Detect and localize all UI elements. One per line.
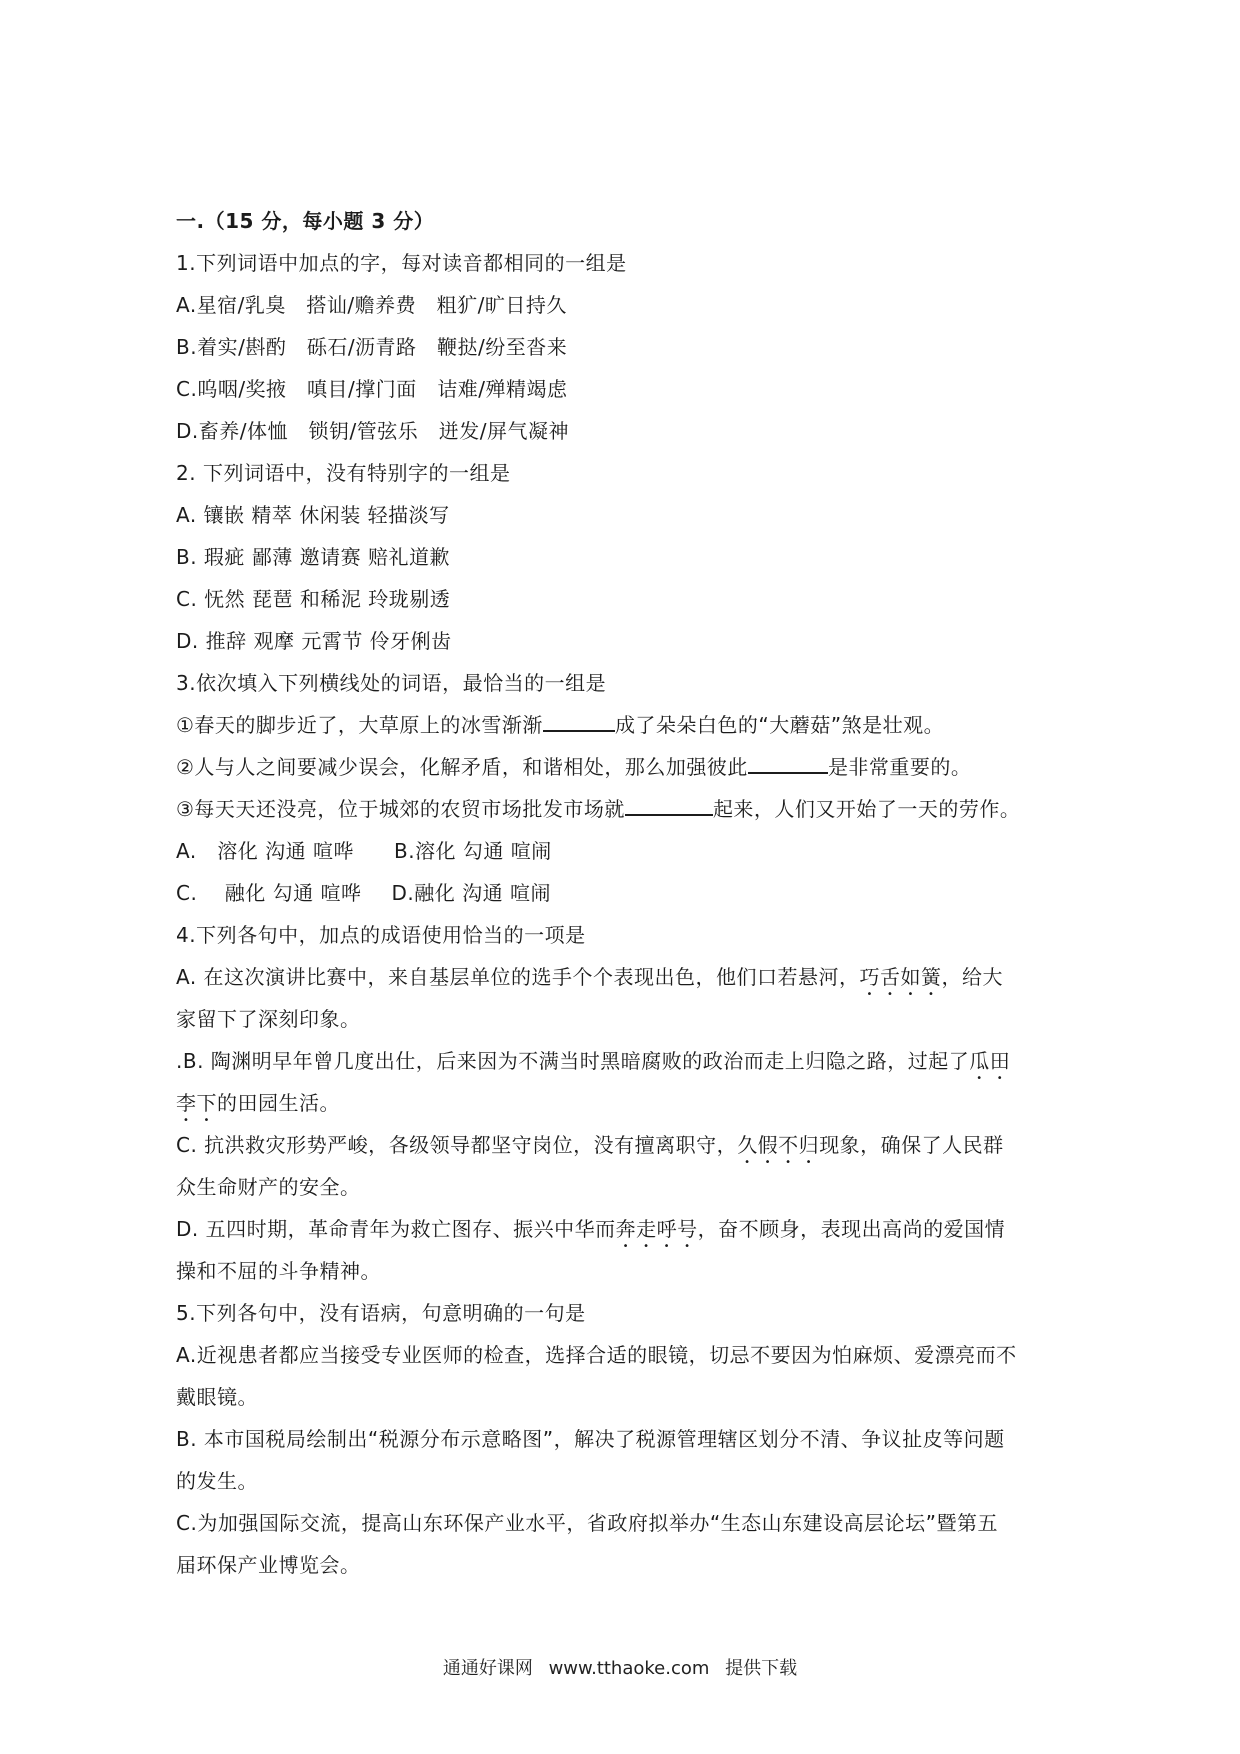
dotted-idiom: 奔走呼号 bbox=[615, 1217, 698, 1241]
q1-option-d: D.畜养/体恤 锁钥/管弦乐 迸发/屏气凝神 bbox=[176, 419, 569, 443]
q4-a-text: A. 在这次演讲比赛中，来自基层单位的选手个个表现出色，他们口若悬河， bbox=[176, 965, 860, 989]
q3-s3-after: 起来，人们又开始了一天的劳作。 bbox=[712, 797, 1021, 821]
section-heading: 一.（15 分，每小题 3 分） bbox=[176, 209, 435, 233]
q4-option-a-line-2: 家留下了深刻印象。 bbox=[176, 1007, 361, 1031]
q3-sentence-3 bbox=[176, 788, 1076, 830]
dotted-idiom-part-1: 瓜田 bbox=[969, 1049, 1011, 1073]
q4-option-d-line-1 bbox=[176, 1208, 1076, 1250]
q3-s2-after: 是非常重要的。 bbox=[827, 755, 972, 779]
q3-sentence-1 bbox=[176, 704, 1076, 746]
q5-option-c-line-1: C.为加强国际交流，提高山东环保产业水平，省政府拟举办“生态山东建设高层论坛”暨第五 bbox=[176, 1511, 999, 1535]
q2-stem: 2. 下列词语中，没有特别字的一组是 bbox=[176, 461, 511, 485]
q3-option-b: B.溶化 勾通 喧闹 bbox=[393, 839, 552, 863]
fill-blank-2 bbox=[748, 752, 828, 774]
q5-option-b-line-1: B. 本市国税局绘制出“税源分布示意略图”，解决了税源管理辖区划分不清、争议扯皮等问题 bbox=[176, 1427, 1005, 1451]
q1-option-b: B.着实/斟酌 砾石/沥青路 鞭挞/纷至沓来 bbox=[176, 335, 568, 359]
footer-url: www.tthaoke.com bbox=[548, 1658, 710, 1679]
q4-option-b-line-2 bbox=[176, 1082, 1076, 1124]
q4-a-text-end: ，给大 bbox=[941, 965, 1004, 989]
q3-option-d: D.融化 沟通 喧闹 bbox=[391, 881, 551, 905]
q2-option-d: D. 推辞 观摩 元霄节 伶牙俐齿 bbox=[176, 629, 452, 653]
q5-option-b-line-2: 的发生。 bbox=[176, 1469, 258, 1493]
dotted-idiom: 久假不归 bbox=[737, 1133, 820, 1157]
fill-blank-1 bbox=[543, 710, 615, 732]
q4-option-d-line-2: 操和不屈的斗争精神。 bbox=[176, 1259, 381, 1283]
q5-option-c-line-2: 届环保产业博览会。 bbox=[176, 1553, 361, 1577]
q5-stem: 5.下列各句中，没有语病，句意明确的一句是 bbox=[176, 1301, 586, 1325]
page-footer bbox=[0, 1656, 1240, 1682]
exam-content bbox=[176, 200, 1076, 1586]
dotted-idiom: 巧舌如簧 bbox=[859, 965, 942, 989]
q4-b-text: .B. 陶渊明早年曾几度出仕，后来因为不满当时黑暗腐败的政治而走上归隐之路，过起了 bbox=[176, 1049, 970, 1073]
q3-s3-before: ③每天天还没亮，位于城郊的农贸市场批发市场就 bbox=[176, 797, 625, 821]
q2-option-b: B. 瑕疵 鄙薄 邀请赛 赔礼道歉 bbox=[176, 545, 451, 569]
q2-option-a: A. 镶嵌 精萃 休闲装 轻描淡写 bbox=[176, 503, 450, 527]
q3-stem: 3.依次填入下列横线处的词语，最恰当的一组是 bbox=[176, 671, 607, 695]
q4-option-c-line-1 bbox=[176, 1124, 1076, 1166]
q4-d-text-end: ，奋不顾身，表现出高尚的爱国情 bbox=[697, 1217, 1006, 1241]
q5-option-a-line-1: A.近视患者都应当接受专业医师的检查，选择合适的眼镜，切忌不要因为怕麻烦、爱漂亮而不 bbox=[176, 1343, 1017, 1367]
q5-option-a-line-2: 戴眼镜。 bbox=[176, 1385, 258, 1409]
q2-option-c: C. 怃然 琵琶 和稀泥 玲珑剔透 bbox=[176, 587, 451, 611]
q4-c-text-end: 现象，确保了人民群 bbox=[819, 1133, 1004, 1157]
q3-option-a: A. 溶化 沟通 喧哗 bbox=[176, 839, 354, 863]
q4-b-text-end: 的田园生活。 bbox=[217, 1091, 340, 1115]
q4-stem: 4.下列各句中，加点的成语使用恰当的一项是 bbox=[176, 923, 586, 947]
q3-s1-before: ①春天的脚步近了，大草原上的冰雪渐渐 bbox=[176, 713, 543, 737]
footer-site-name: 通通好课网 bbox=[442, 1658, 533, 1679]
dotted-idiom-part-2: 李下 bbox=[176, 1091, 217, 1115]
q4-option-c-line-2: 众生命财产的安全。 bbox=[176, 1175, 361, 1199]
fill-blank-3 bbox=[625, 794, 713, 816]
q4-option-b-line-1 bbox=[176, 1040, 1076, 1082]
q3-s2-before: ②人与人之间要减少误会，化解矛盾，和谐相处，那么加强彼此 bbox=[176, 755, 748, 779]
q4-c-text: C. 抗洪救灾形势严峻，各级领导都坚守岗位，没有擅离职守， bbox=[176, 1133, 738, 1157]
q3-options-ab bbox=[176, 830, 1076, 872]
q4-option-a-line-1 bbox=[176, 956, 1076, 998]
q4-d-text: D. 五四时期，革命青年为救亡图存、振兴中华而 bbox=[176, 1217, 616, 1241]
q3-sentence-2 bbox=[176, 746, 1076, 788]
q1-option-c: C.呜咽/奖掖 嗔目/撑门面 诘难/殚精竭虑 bbox=[176, 377, 568, 401]
q1-stem: 1.下列词语中加点的字，每对读音都相同的一组是 bbox=[176, 251, 627, 275]
q3-option-c: C. 融化 勾通 喧哗 bbox=[176, 881, 362, 905]
q1-option-a: A.星宿/乳臭 搭讪/赡养费 粗犷/旷日持久 bbox=[176, 293, 567, 317]
q3-options-cd bbox=[176, 872, 1076, 914]
q3-s1-after: 成了朵朵白色的“大蘑菇”煞是壮观。 bbox=[614, 713, 945, 737]
footer-note: 提供下载 bbox=[725, 1658, 798, 1679]
